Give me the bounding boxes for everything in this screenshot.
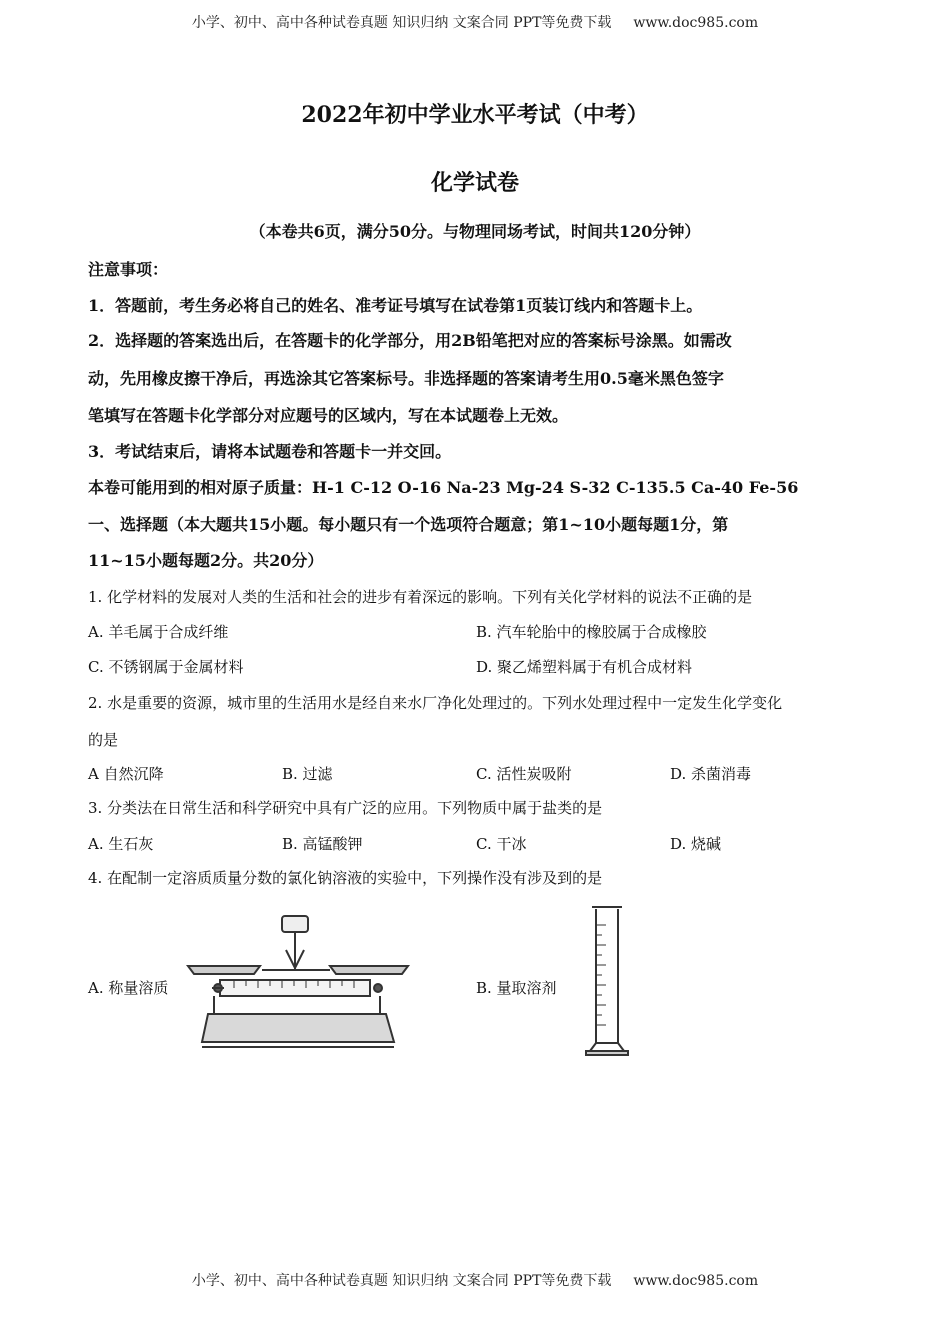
- q3-option-d: D. 烧碱: [670, 835, 722, 853]
- q4-option-b: B. 量取溶剂: [476, 979, 557, 997]
- q4-stem: 4. 在配制一定溶质质量分数的氯化钠溶液的实验中，下列操作没有涉及到的是: [88, 869, 603, 887]
- notice-item-2-line-3: 笔填写在答题卡化学部分对应题号的区域内，写在本试题卷上无效。: [88, 406, 569, 425]
- q2-stem-line-2: 的是: [88, 731, 119, 749]
- q3-option-a: A. 生石灰: [88, 835, 154, 853]
- footer-text: 小学、初中、高中各种试卷真题 知识归纳 文案合同 PPT等免费下载: [191, 1273, 612, 1289]
- page-footer: [0, 1270, 950, 1290]
- page-header: [0, 12, 950, 32]
- header-site[interactable]: www.doc985.com: [633, 15, 759, 31]
- q3-option-b: B. 高锰酸钾: [282, 835, 363, 853]
- q4-option-a: A. 称量溶质: [88, 979, 169, 997]
- q2-option-a: A 自然沉降: [88, 765, 164, 783]
- q3-option-c: C. 干冰: [476, 835, 527, 853]
- q1-option-d: D. 聚乙烯塑料属于有机合成材料: [476, 658, 693, 676]
- q2-option-c: C. 活性炭吸附: [476, 765, 572, 783]
- notice-item-2-line-2: 动，先用橡皮擦干净后，再选涂其它答案标号。非选择题的答案请考生用0.5毫米黑色签字: [88, 369, 724, 388]
- atomic-masses: 本卷可能用到的相对原子质量：H-1 C-12 O-16 Na-23 Mg-24 S-32 C-135.5 Ca-40 Fe-56: [88, 478, 799, 497]
- footer-site[interactable]: www.doc985.com: [633, 1273, 759, 1289]
- q2-stem-line-1: 2. 水是重要的资源，城市里的生活用水是经自来水厂净化处理过的。下列水处理过程中一定发生化学变化: [88, 694, 783, 712]
- notice-item-2-line-1: 2．选择题的答案选出后，在答题卡的化学部分，用2B铅笔把对应的答案标号涂黑。如需改: [88, 331, 732, 350]
- graduated-cylinder-image: [582, 905, 642, 1060]
- notice-item-3: 3．考试结束后，请将本试题卷和答题卡一并交回。: [88, 442, 452, 461]
- exam-title: 2022年初中学业水平考试（中考）: [301, 102, 649, 128]
- section-1-line-2: 11~15小题每题2分。共20分）: [88, 551, 324, 570]
- q3-stem: 3. 分类法在日常生活和科学研究中具有广泛的应用。下列物质中属于盐类的是: [88, 799, 603, 817]
- notice-heading: 注意事项：: [88, 260, 169, 279]
- section-1-line-1: 一、选择题（本大题共15小题。每小题只有一个选项符合题意；第1~10小题每题1分，第: [88, 515, 729, 534]
- q2-option-d: D. 杀菌消毒: [670, 765, 752, 783]
- q1-option-a: A. 羊毛属于合成纤维: [88, 623, 229, 641]
- q1-option-b: B. 汽车轮胎中的橡胶属于合成橡胶: [476, 623, 707, 641]
- notice-item-1: 1．答题前，考生务必将自己的姓名、准考证号填写在试卷第1页装订线内和答题卡上。: [88, 296, 703, 315]
- exam-subtitle: 化学试卷: [430, 170, 519, 196]
- balance-scale-image: [184, 910, 434, 1055]
- exam-note: （本卷共6页，满分50分。与物理同场考试，时间共120分钟）: [249, 222, 701, 241]
- header-text: 小学、初中、高中各种试卷真题 知识归纳 文案合同 PPT等免费下载: [191, 15, 612, 31]
- q1-stem: 1. 化学材料的发展对人类的生活和社会的进步有着深远的影响。下列有关化学材料的说法不正确的是: [88, 588, 753, 606]
- q1-option-c: C. 不锈钢属于金属材料: [88, 658, 244, 676]
- q2-option-b: B. 过滤: [282, 765, 333, 783]
